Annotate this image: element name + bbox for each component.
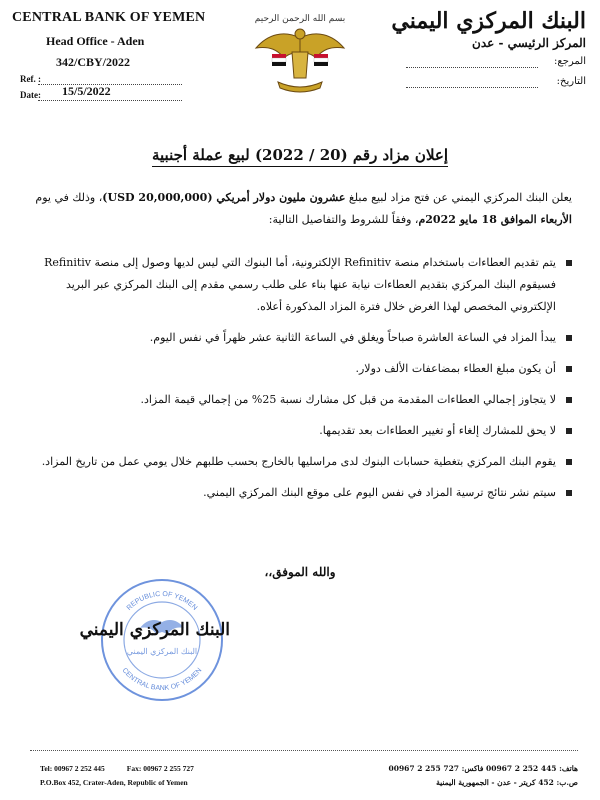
date-value: 15/5/2022	[62, 84, 111, 98]
footer-contact-arabic: هاتف: 445 252 2 00967 فاكس: 727 255 2 00967	[388, 764, 578, 773]
ref-label-arabic: المرجع:	[554, 56, 586, 67]
footer-divider	[30, 750, 578, 751]
list-item: سيتم نشر نتائج ترسية المزاد في نفس اليوم على موقع البنك المركزي اليمني.	[30, 482, 572, 504]
office-english: Head Office - Aden	[46, 34, 145, 48]
date-field	[12, 84, 202, 102]
footer-address: P.O.Box 452, Crater-Aden, Republic of Yemen	[40, 778, 188, 787]
signature-arabic: البنك المركزي اليمني	[79, 620, 230, 640]
list-item: لا يتجاوز إجمالي العطاءات المقدمة من قبل كل مشارك نسبة 25% من إجمالي قيمة المزاد.	[30, 389, 572, 411]
date-label-arabic: التاريخ:	[556, 76, 586, 87]
intro-paragraph: يعلن البنك المركزي اليمني عن فتح مزاد لبيع مبلغ عشرون مليون دولار أمريكي (20,000,000 USD)، وذلك في يوم الأربعاء الموافق 18 مايو 2022م، وفقاً للشروط والتفاصيل التالية:	[35, 191, 572, 226]
date-field-arabic	[386, 74, 586, 90]
ref-label: Ref. :	[20, 74, 41, 84]
list-item: لا يحق للمشارك إلغاء أو تغيير العطاءات بعد تقديمها.	[30, 420, 572, 442]
footer-english	[40, 762, 194, 790]
office-arabic: المركز الرئيسي - عدن	[472, 36, 586, 50]
conditions-list	[30, 252, 572, 513]
reference-number: 342/CBY/2022	[56, 55, 131, 69]
bank-name-arabic: البنك المركزي اليمني	[391, 8, 586, 34]
footer-arabic	[389, 762, 578, 790]
stamp-text-bottom: CENTRAL BANK OF YEMEN	[120, 667, 204, 693]
stamp-text-arabic: البنك المركزي اليمني	[126, 647, 198, 656]
closing-text: والله الموفق،،	[264, 565, 336, 579]
ref-field-arabic	[386, 54, 586, 70]
footer-tel: Tel: 00967 2 252 445	[40, 764, 105, 773]
auction-day: الأربعاء الموافق 18 مايو 2022م	[418, 213, 572, 226]
date-label: Date:	[20, 90, 41, 100]
list-item: أن يكون مبلغ العطاء بمضاعفات الألف دولار.	[30, 358, 572, 380]
header-english	[12, 10, 206, 102]
list-item: يقوم البنك المركزي بتغطية حسابات البنوك لدى مراسليها بالخارج بحسب طلبهم خلال يومي عمل من تاريخ المزاد.	[30, 451, 572, 473]
auction-amount: عشرون مليون دولار أمريكي (20,000,000 USD)	[102, 191, 346, 204]
footer-address-arabic: ص.ب: 452 كريتر - عدن - الجمهورية اليمنية	[436, 778, 578, 787]
stamp-text-top: REPUBLIC OF YEMEN	[125, 590, 199, 612]
yemen-emblem-icon	[248, 8, 352, 98]
document-title: إعلان مزاد رقم (20 / 2022) لبيع عملة أجنبية	[0, 146, 600, 164]
list-item: يبدأ المزاد في الساعة العاشرة صباحاً ويغلق في الساعة الثانية عشر ظهراً في نفس اليوم.	[30, 327, 572, 349]
basmala: بسم الله الرحمن الرحيم	[254, 14, 346, 24]
list-item: يتم تقديم العطاءات باستخدام منصة Refinitiv الإلكترونية، أما البنوك التي ليس لديها وصول إلى منصة Refinitiv فسيقوم البنك المركزي بتقديم العطاءات نيابة عنها بناء على طلب رسمي مقدم إلى البنك المركزي عبر البريد الإلكتروني المخصص لهذا الغرض خلال فترة المزاد المذكورة أعلاه.	[30, 252, 572, 318]
header-arabic	[386, 8, 586, 90]
footer-fax: Fax: 00967 2 255 727	[126, 764, 194, 773]
bank-name-english: CENTRAL BANK OF YEMEN	[12, 10, 206, 25]
bank-stamp	[96, 574, 228, 706]
